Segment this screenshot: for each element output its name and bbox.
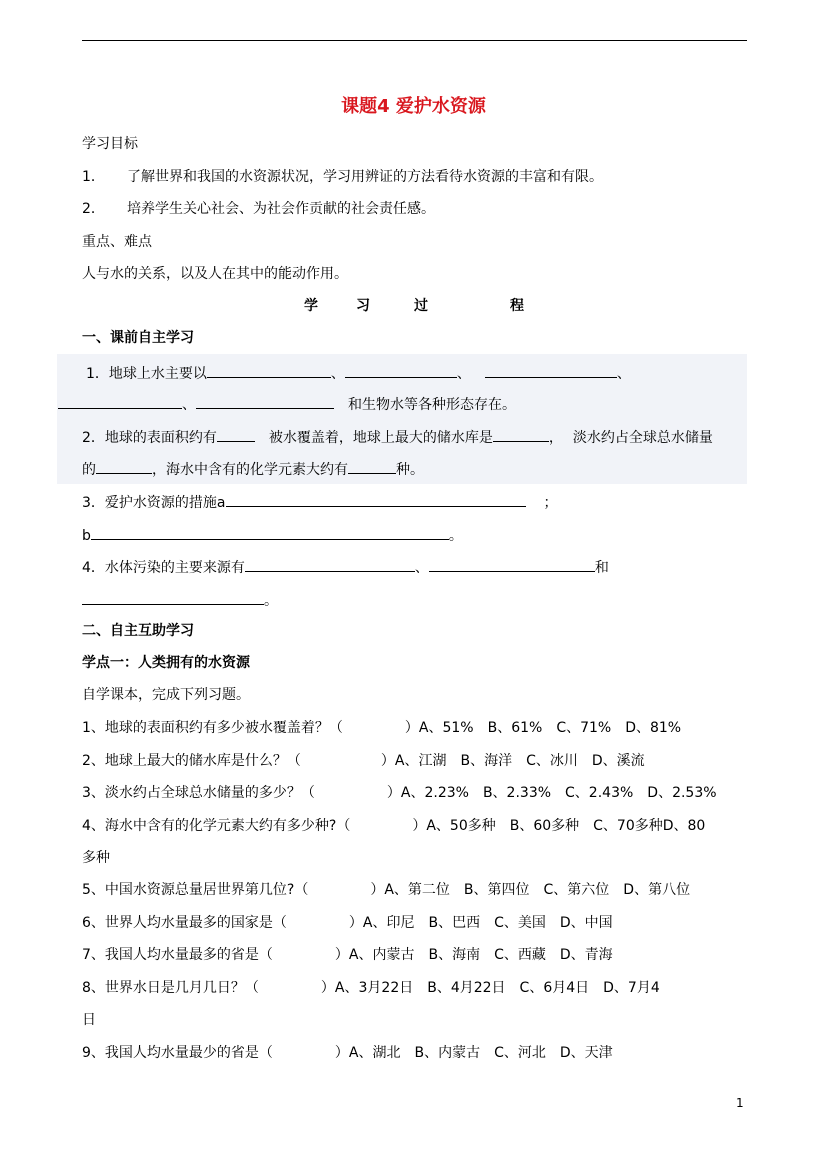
s1-q4-text-a: 4．水体污染的主要来源有 — [82, 560, 245, 576]
question-close: ） — [412, 818, 427, 834]
s1-q2-text-a: 2．地球的表面积约有 — [82, 430, 217, 446]
question-close: ） — [380, 753, 395, 769]
s1-q3-line2 — [82, 525, 463, 545]
question-text: 2、地球上最大的储水库是什么？（ — [82, 753, 301, 769]
question-options: A、2.23% B、2.33% C、2.43% D、2.53% — [400, 785, 717, 801]
question-close: ） — [334, 947, 349, 963]
quiz-question-3 — [82, 784, 717, 802]
question-close: ） — [404, 720, 419, 736]
key-points-heading: 重点、难点 — [82, 234, 152, 250]
process-char-3: 过 — [414, 298, 428, 314]
s1-q2-text-d: 淡水约占全球总水储量 — [572, 430, 713, 446]
blank-field[interactable] — [207, 363, 331, 378]
blank-field[interactable] — [493, 427, 549, 442]
quiz-question-1 — [82, 719, 681, 737]
separator: 、 — [182, 397, 196, 413]
process-char-4: 程 — [510, 298, 524, 314]
s1-q3-text-a: 3．爱护水资源的措施a — [82, 495, 226, 511]
objective-1 — [82, 168, 603, 186]
blank-field[interactable] — [429, 557, 595, 572]
s1-q3-line1 — [82, 492, 558, 512]
quiz-question-5 — [82, 881, 690, 899]
process-char-1: 学 — [304, 298, 318, 314]
blank-field[interactable] — [96, 459, 152, 474]
question-close: ） — [348, 915, 363, 931]
question-options: A、印尼 B、巴西 C、美国 D、中国 — [362, 915, 613, 931]
question-close: ） — [386, 785, 401, 801]
s1-q2-text-e: 的 — [82, 462, 96, 478]
question-close: ） — [370, 882, 385, 898]
separator: 、 — [330, 366, 345, 382]
s1-q4-text-c: 和 — [594, 560, 609, 576]
blank-field[interactable] — [91, 525, 449, 540]
question-options: A、内蒙古 B、海南 C、西藏 D、青海 — [348, 947, 613, 963]
objective-1-text: 了解世界和我国的水资源状况，学习用辨证的方法看待水资源的丰富和有限。 — [127, 169, 603, 185]
blank-field[interactable] — [348, 459, 396, 474]
blank-field[interactable] — [196, 394, 334, 409]
s1-q2-line1 — [82, 427, 713, 447]
blank-field[interactable] — [345, 363, 457, 378]
separator: 、 — [456, 366, 471, 382]
question-text: 3、淡水约占全球总水储量的多少？（ — [82, 785, 315, 801]
question-options: A、湖北 B、内蒙古 C、河北 D、天津 — [348, 1045, 613, 1061]
blank-field[interactable] — [485, 363, 617, 378]
section2-instruction: 自学课本，完成下列习题。 — [82, 687, 250, 703]
question-text: 6、世界人均水量最多的国家是（ — [82, 915, 287, 931]
key-points-text: 人与水的关系，以及人在其中的能动作用。 — [82, 266, 348, 282]
blank-field[interactable] — [82, 590, 264, 605]
question-text: 7、我国人均水量最多的省是（ — [82, 947, 273, 963]
objective-2 — [82, 200, 435, 218]
s1-q3-text-c: b — [82, 528, 91, 544]
blank-field[interactable] — [58, 394, 182, 409]
question-options: A、第二位 B、第四位 C、第六位 D、第八位 — [384, 882, 691, 898]
s1-q2-text-f: ，海水中含有的化学元素大约有 — [152, 462, 348, 478]
s1-q1-text: 1．地球上水主要以 — [86, 366, 207, 382]
section2-heading: 二、自主互助学习 — [82, 623, 194, 639]
s1-q4-text-d: 。 — [264, 593, 278, 609]
s1-q2-text-c: ， — [548, 430, 563, 446]
quiz-question-2 — [82, 752, 645, 770]
s1-q4-text-b: 、 — [414, 560, 429, 576]
s1-q1-tail: 和生物水等各种形态存在。 — [348, 397, 516, 413]
s1-q2-text-b: 被水覆盖着，地球上最大的储水库是 — [268, 430, 493, 446]
objectives-heading: 学习目标 — [82, 136, 138, 152]
section1-heading: 一、课前自主学习 — [82, 330, 194, 346]
question-close: ） — [320, 980, 335, 996]
question-options: A、3月22日 B、4月22日 C、6月4日 D、7月4 — [334, 980, 660, 996]
blank-field[interactable] — [226, 492, 526, 507]
blank-field[interactable] — [217, 427, 255, 442]
objective-2-text: 培养学生关心社会、为社会作贡献的社会责任感。 — [127, 201, 435, 217]
s1-q2-text-g: 种。 — [396, 462, 424, 478]
separator: 、 — [616, 366, 631, 382]
page-title: 课题4 爱护水资源 — [341, 96, 486, 117]
quiz-question-4-wrap: 多种 — [82, 850, 110, 866]
s1-q1-line2 — [58, 394, 516, 414]
question-options: A、51% B、61% C、71% D、81% — [418, 720, 682, 736]
s1-q4-line2 — [82, 590, 278, 610]
question-text: 4、海水中含有的化学元素大约有多少种?（ — [82, 818, 351, 834]
question-close: ） — [334, 1045, 349, 1061]
quiz-question-7 — [82, 946, 613, 964]
s1-q3-text-d: 。 — [448, 528, 463, 544]
s1-q1-line1 — [86, 363, 631, 383]
quiz-question-6 — [82, 914, 613, 932]
s1-q2-line2 — [82, 459, 424, 479]
section2-subheading: 学点一：人类拥有的水资源 — [82, 655, 250, 671]
question-text: 5、中国水资源总量居世界第几位?（ — [82, 882, 309, 898]
page-number: 1 — [736, 1096, 744, 1110]
quiz-question-8 — [82, 979, 660, 997]
question-options: A、江湖 B、海洋 C、冰川 D、溪流 — [394, 753, 645, 769]
question-text: 8、世界水日是几月几日？（ — [82, 980, 259, 996]
quiz-question-4 — [82, 817, 705, 835]
quiz-question-8-wrap: 日 — [82, 1012, 96, 1028]
objective-1-num: 1． — [82, 169, 105, 185]
question-options: A、50多种 B、60多种 C、70多种D、80 — [426, 818, 706, 834]
objective-2-num: 2． — [82, 201, 105, 217]
blank-field[interactable] — [245, 557, 415, 572]
question-text: 9、我国人均水量最少的省是（ — [82, 1045, 273, 1061]
quiz-question-9 — [82, 1044, 613, 1062]
question-text: 1、地球的表面积约有多少被水覆盖着？（ — [82, 720, 343, 736]
process-char-2: 习 — [356, 298, 370, 314]
s1-q4-line1 — [82, 557, 609, 577]
s1-q3-text-b: ； — [543, 495, 558, 511]
header-rule — [82, 40, 747, 41]
